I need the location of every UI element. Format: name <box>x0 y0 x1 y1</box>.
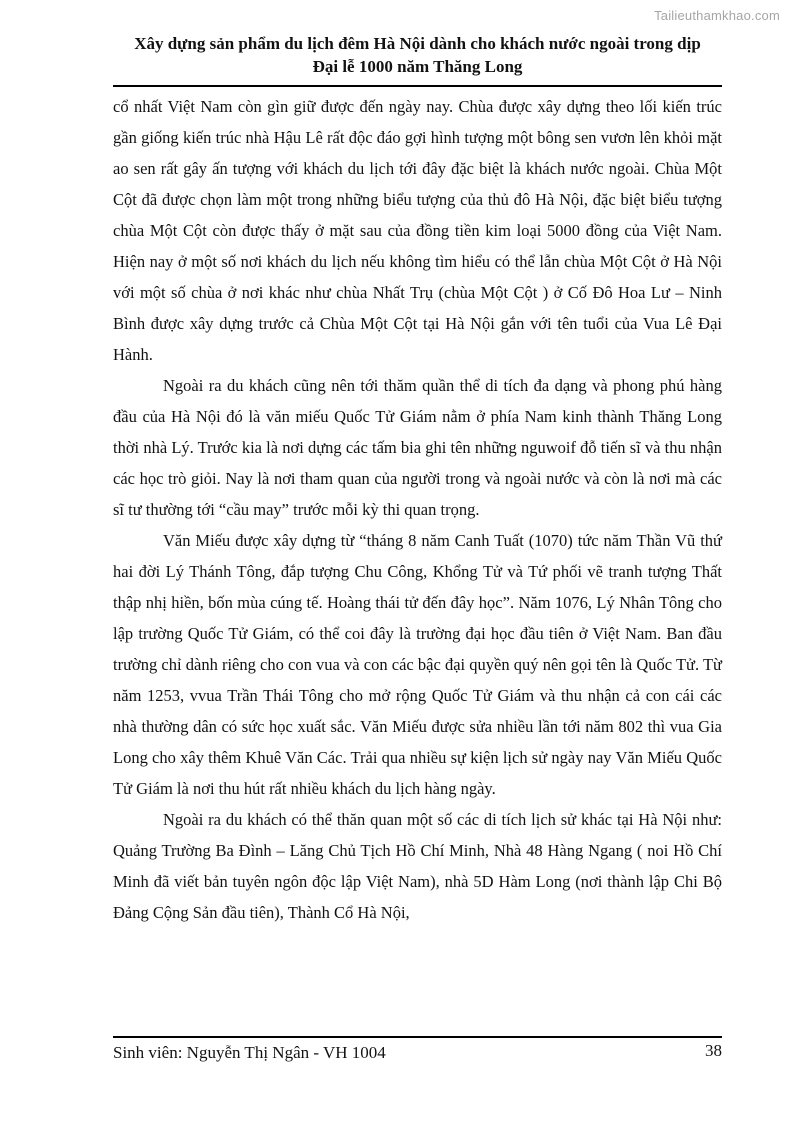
paragraph: Ngoài ra du khách cũng nên tới thăm quần thể di tích đa dạng và phong phú hàng đầu của Hà Nội đó là văn miếu Quốc Tử Giám nằm ở phía Nam kinh thành Thăng Long thời nhà Lý. Trước kia là nơi dựng các tấm bia ghi tên những nguwoif đỗ tiến sĩ và thu nhận các học trò giỏi. Nay là nơi tham quan của người trong và ngoài nước và còn là nơi mà các sĩ tư thường tới “cầu may” trước mỗi kỳ thi quan trọng. <box>113 376 722 519</box>
paragraph: Ngoài ra du khách có thể thăn quan một số các di tích lịch sử khác tại Hà Nội như: Quảng Trường Ba Đình – Lăng Chủ Tịch Hồ Chí Minh, Nhà 48 Hàng Ngang ( noi Hồ Chí Minh đã viết bản tuyên ngôn độc lập Việt Nam), nhà 5D Hàm Long (nơi thành lập Chi Bộ Đảng Cộng Sản đầu tiên), Thành Cổ Hà Nội, <box>113 810 722 922</box>
student-info: Sinh viên: Nguyễn Thị Ngân - VH 1004 <box>113 1043 386 1062</box>
header-title-line1: Xây dựng sản phẩm du lịch đêm Hà Nội dành cho khách nước ngoài trong dịp <box>134 34 701 53</box>
page-number: 38 <box>705 1041 722 1060</box>
watermark: Tailieuthamkhao.com <box>654 8 780 23</box>
header-title-line2: Đại lễ 1000 năm Thăng Long <box>312 57 523 76</box>
document-body <box>113 91 722 928</box>
paragraph: Văn Miếu được xây dựng từ “tháng 8 năm Canh Tuất (1070) tức năm Thần Vũ thứ hai đời Lý Thánh Tông, đắp tượng Chu Công, Khổng Tử và Tứ phối vẽ tranh tượng Thất thập nhị hiền, bốn mùa cúng tế. Hoàng thái tử đến đây học”. Năm 1076, Lý Nhân Tông cho lập trường Quốc Tử Giám, có thể coi đây là trường đại học đầu tiên ở Việt Nam. Ban đầu trường chỉ dành riêng cho con vua và con các bậc đại quyền quý nên gọi tên là Quốc Tử. Từ năm 1253, vvua Trần Thái Tông cho mở rộng Quốc Tử Giám và thu nhận cả con cái các nhà thường dân có sức học xuất sắc. Văn Miếu được sửa nhiều lần tới năm 802 thì vua Gia Long cho xây thêm Khuê Văn Các. Trải qua nhiều sự kiện lịch sử ngày nay Văn Miếu Quốc Tử Giám là nơi thu hút rất nhiều khách du lịch hàng ngày. <box>113 531 722 798</box>
page-footer <box>113 1036 722 1063</box>
page-content <box>113 32 722 928</box>
page-header <box>113 32 722 87</box>
paragraph: cổ nhất Việt Nam còn gìn giữ được đến ngày nay. Chùa được xây dựng theo lối kiến trúc gần giống kiến trúc nhà Hậu Lê rất độc đáo gợi hình tượng một bông sen vươn lên khỏi mặt ao sen rất gây ấn tượng với khách du lịch tới đây đặc biệt là khách nước ngoài. Chùa Một Cột đã được chọn làm một trong những biểu tượng của thủ đô Hà Nội, đặc biệt biểu tượng chùa Một Cột còn được thấy ở mặt sau của đồng tiền kim loại 5000 đồng của Việt Nam. Hiện nay ở một số nơi khách du lịch nếu không tìm hiểu có thể lẫn chùa Một Cột ở Hà Nội với một số chùa ở nơi khác như chùa Nhất Trụ (chùa Một Cột ) ở Cố Đô Hoa Lư – Ninh Bình được xây dựng trước cả Chùa Một Cột tại Hà Nội gắn với tên tuổi của Vua Lê Đại Hành. <box>113 97 722 364</box>
